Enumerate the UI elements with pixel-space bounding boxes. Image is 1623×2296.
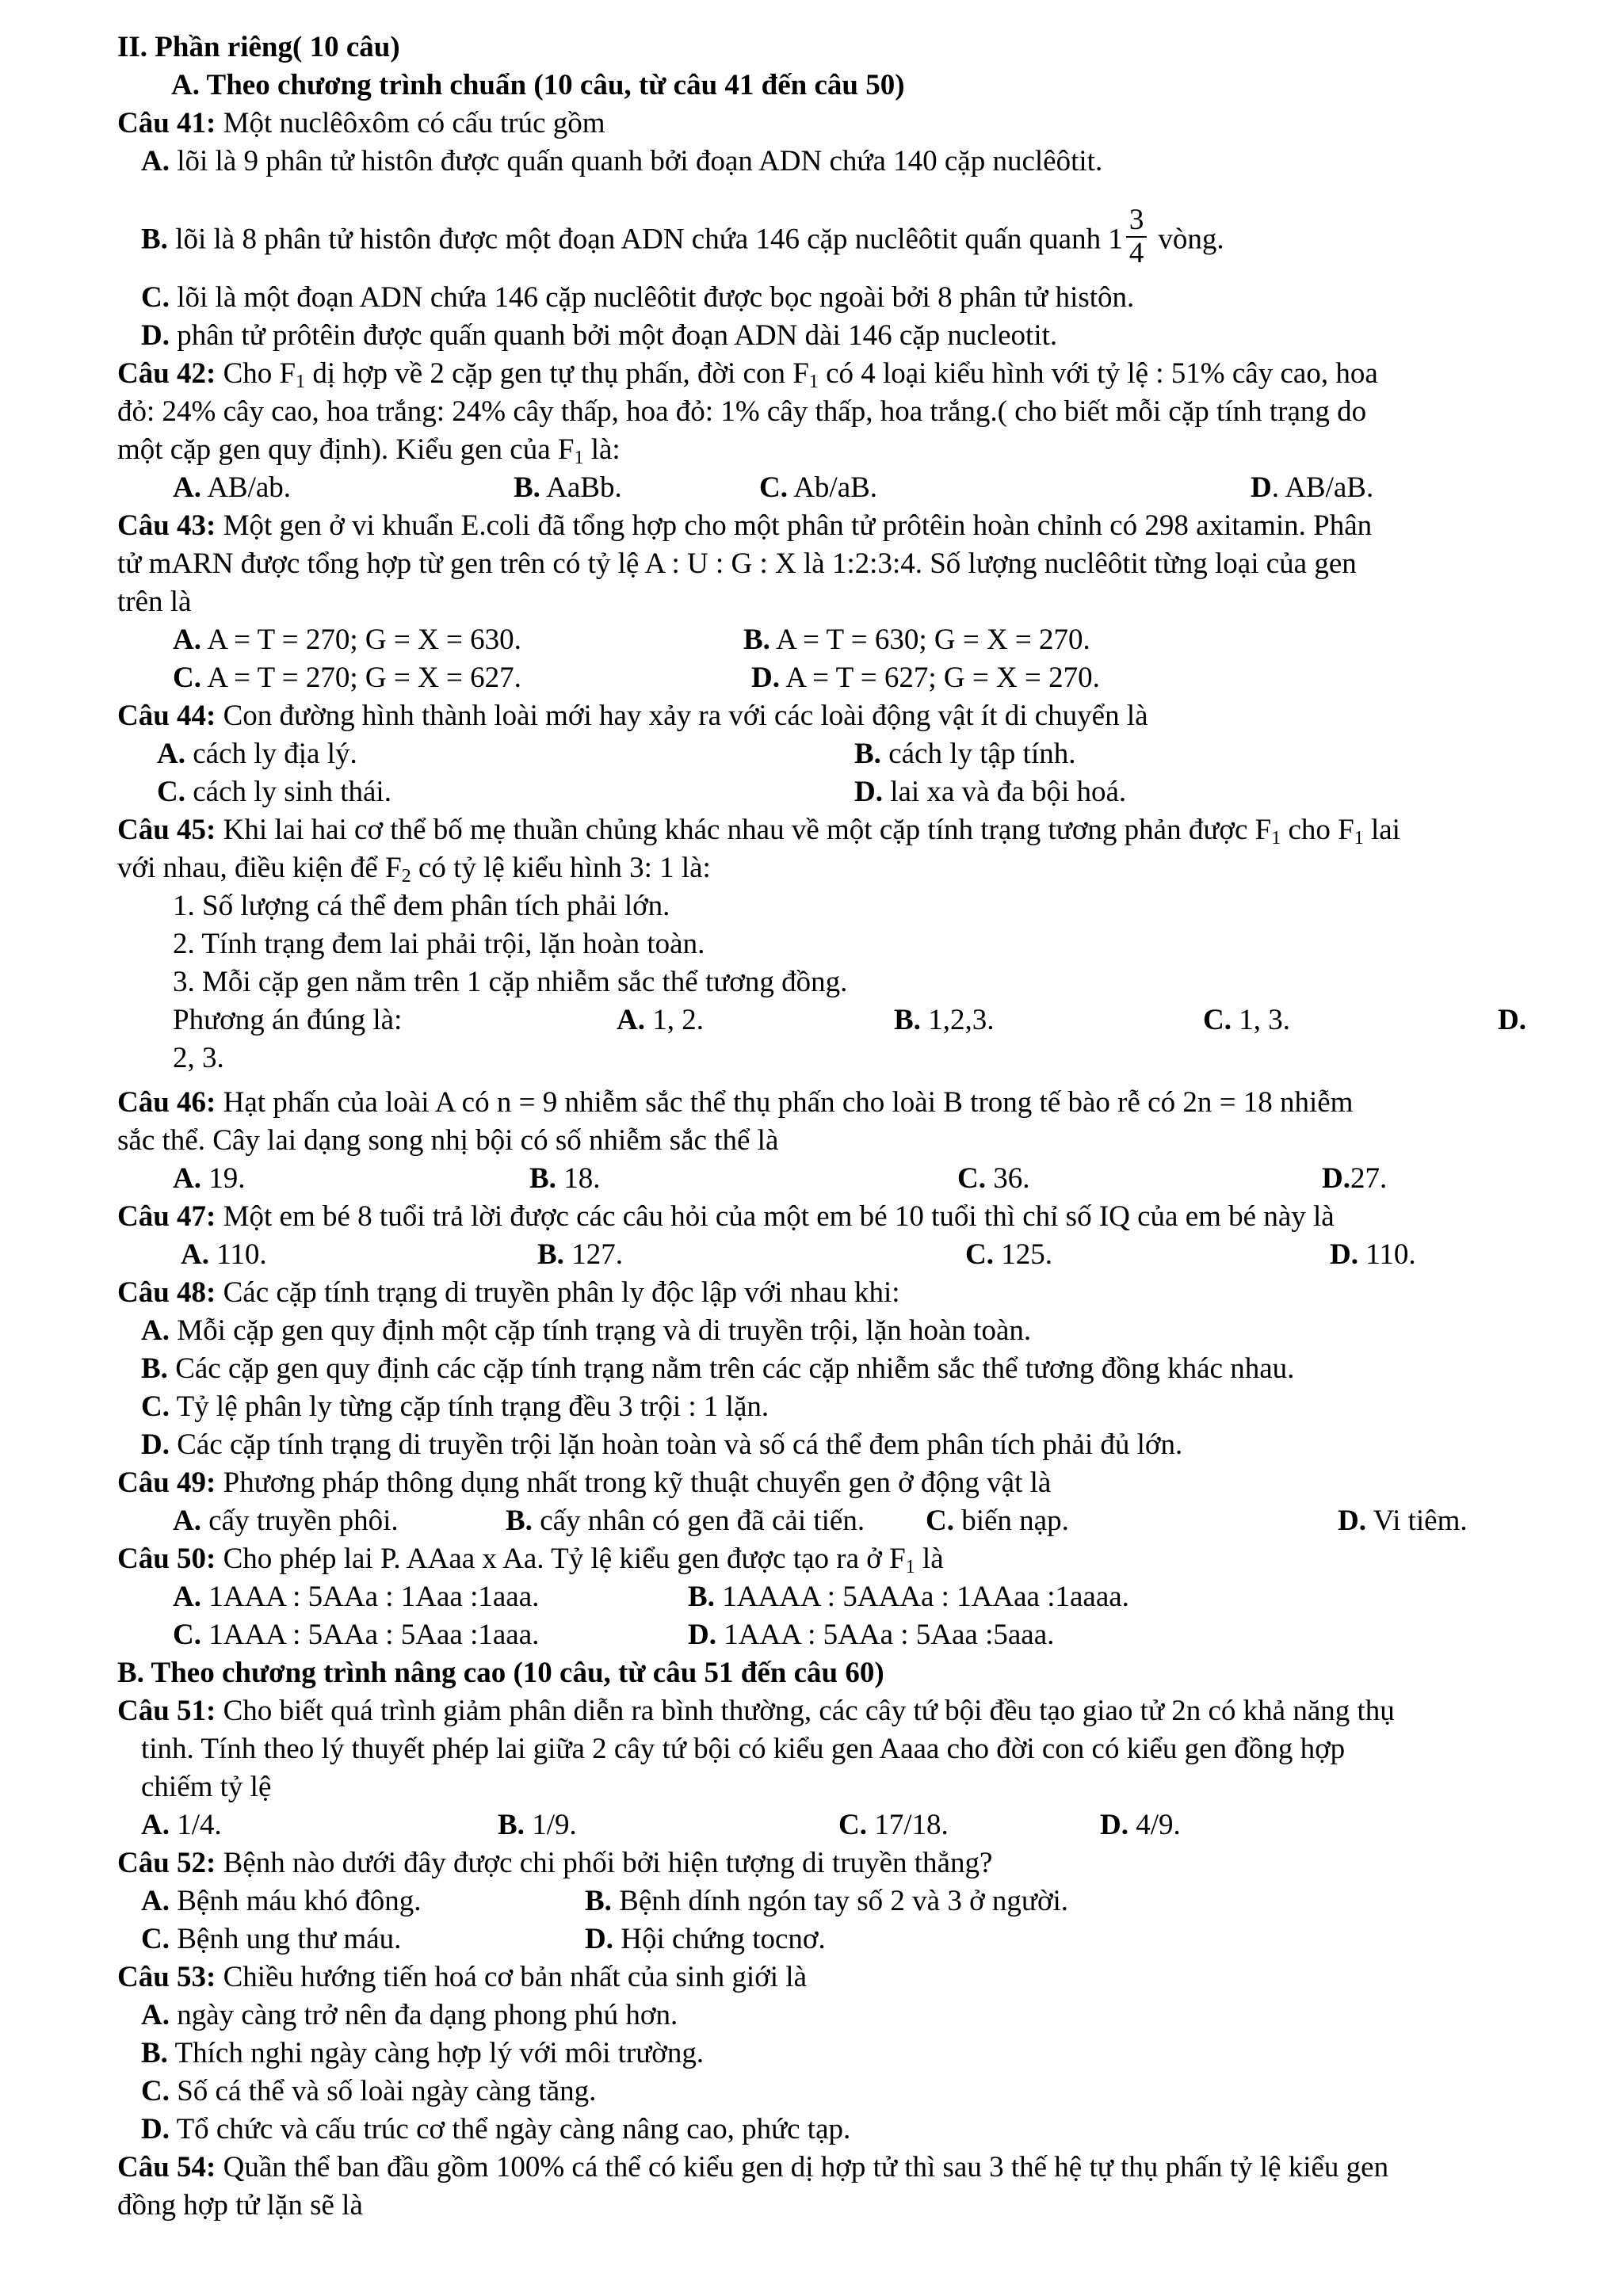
question-46-line2: sắc thể. Cây lai dạng song nhị bội có số nhiễm sắc thể là [117,1124,779,1157]
q51-option-d: D. 4/9. [1100,1809,1181,1841]
question-49: Câu 49: Phương pháp thông dụng nhất trong kỹ thuật chuyển gen ở động vật là [117,1466,1052,1499]
q47-option-c: C. 125. [965,1238,1052,1271]
q52-option-b: B. Bệnh dính ngón tay số 2 và 3 ở người. [585,1885,1069,1917]
q41-option-b: B. lõi là 8 phân tử histôn được một đoạn ADN chứa 146 cặp nuclêôtit quấn quanh 1 $\frac{3}{4}$ vòng. [141,204,1224,269]
q43-option-b: B. A = T = 630; G = X = 270. [743,624,1090,656]
q48-option-b: B. Các cặp gen quy định các cặp tính trạng nằm trên các cặp nhiễm sắc thể tương đồng khác nhau. [141,1352,1295,1385]
question-47: Câu 47: Một em bé 8 tuổi trả lời được các câu hỏi của một em bé 10 tuổi thì chỉ số IQ của em bé này là [117,1200,1335,1233]
q47-option-b: B. 127. [537,1238,623,1271]
q50-option-d: D. 1AAA : 5AAa : 5Aaa :5aaa. [688,1619,1055,1651]
fraction: $\frac{3}{4}$ [1126,204,1148,269]
q45-option-d-text: 2, 3. [173,1042,224,1074]
q44-option-b: B. cách ly tập tính. [854,738,1076,770]
question-52: Câu 52: Bệnh nào dưới đây được chi phối bởi hiện tượng di truyền thẳng? [117,1847,993,1879]
q53-option-a: A. ngày càng trở nên đa dạng phong phú hơn. [141,1999,678,2031]
q41-option-c: C. lõi là một đoạn ADN chứa 146 cặp nuclêôtit được bọc ngoài bởi 8 phân tử histôn. [141,281,1135,314]
question-46: Câu 46: Hạt phấn của loài A có n = 9 nhiễm sắc thể thụ phấn cho loài B trong tế bào rễ có 2n = 18 nhiễm [117,1086,1354,1119]
q50-option-c: C. 1AAA : 5AAa : 5Aaa :1aaa. [173,1619,540,1651]
q49-option-a: A. cấy truyền phôi. [173,1505,399,1537]
q42-option-a: A. AB/ab. [173,471,292,504]
section-heading: II. Phần riêng( 10 câu) [117,31,400,63]
q44-option-d: D. lai xa và đa bội hoá. [854,776,1127,808]
q44-option-a: A. cách ly địa lý. [157,738,357,770]
q52-option-d: D. Hội chứng tocnơ. [585,1923,826,1955]
question-50: Câu 50: Cho phép lai P. AAaa x Aa. Tỷ lệ kiểu gen được tạo ra ở $F_1$ là [117,1543,944,1577]
q46-option-b: B. 18. [529,1162,601,1195]
question-42: Câu 42: Cho $F_1$ dị hợp về 2 cặp gen tự thụ phấn, đời con $F_1$ có 4 loại kiểu hình với tỷ lệ : 51% cây cao, hoa [117,357,1378,392]
q46-option-c: C. 36. [957,1162,1030,1195]
question-48: Câu 48: Các cặp tính trạng di truyền phân ly độc lập với nhau khi: [117,1276,900,1309]
program-a-heading: A. Theo chương trình chuẩn (10 câu, từ câu 41 đến câu 50) [171,69,905,101]
q46-option-a: A. 19. [173,1162,246,1195]
q51-option-b: B. 1/9. [498,1809,577,1841]
question-43-line3: trên là [117,585,192,618]
q43-option-c: C. A = T = 270; G = X = 627. [173,662,521,694]
q42-option-b: B. AaBb. [514,471,622,504]
q45-item-1: 1. Số lượng cá thể đem phân tích phải lớn. [173,890,670,922]
question-51-line2: tinh. Tính theo lý thuyết phép lai giữa 2 cây tứ bội có kiểu gen Aaaa cho đời con có kiểu gen đồng hợp [141,1733,1346,1765]
q51-option-c: C. 17/18. [838,1809,949,1841]
q43-option-d: D. A = T = 627; G = X = 270. [751,662,1100,694]
question-42-line2: đỏ: 24% cây cao, hoa trắng: 24% cây thấp, hoa đỏ: 1% cây thấp, hoa trắng.( cho biết mỗi cặp tính trạng do [117,395,1367,428]
question-45: Câu 45: Khi lai hai cơ thể bố mẹ thuần chủng khác nhau về một cặp tính trạng tương phản được $F_1$ cho $F_1$ lai [117,814,1400,849]
question-43: Câu 43: Một gen ở vi khuẩn E.coli đã tổng hợp cho một phân tử prôtêin hoàn chỉnh có 298 axitamin. Phân [117,509,1373,542]
question-43-line2: tử mARN được tổng hợp từ gen trên có tỷ lệ A : U : G : X là 1:2:3:4. Số lượng nuclêôtit từng loại của gen [117,547,1357,580]
q52-option-c: C. Bệnh ung thư máu. [141,1923,402,1955]
q49-option-d: D. Vi tiêm. [1338,1505,1468,1537]
q45-prompt: Phương án đúng là: [173,1004,403,1036]
q51-option-a: A. 1/4. [141,1809,222,1841]
q50-option-b: B. 1AAAA : 5AAAa : 1AAaa :1aaaa. [688,1581,1129,1613]
program-b-heading: B. Theo chương trình nâng cao (10 câu, từ câu 51 đến câu 60) [117,1657,884,1689]
q46-option-d: D.27. [1322,1162,1388,1195]
question-41: Câu 41: Một nuclêôxôm có cấu trúc gồm [117,107,605,139]
q41-option-a: A. lõi là 9 phân tử histôn được quấn quanh bởi đoạn ADN chứa 140 cặp nuclêôtit. [141,145,1103,177]
q43-option-a: A. A = T = 270; G = X = 630. [173,624,521,656]
question-54-line2: đồng hợp tử lặn sẽ là [117,2189,363,2222]
q48-option-a: A. Mỗi cặp gen quy định một cặp tính trạng và di truyền trội, lặn hoàn toàn. [141,1314,1032,1347]
q45-option-a: A. 1, 2. [617,1004,704,1036]
question-42-line3: một cặp gen quy định). Kiểu gen của $F_1$ là: [117,433,621,468]
q44-option-c: C. cách ly sinh thái. [157,776,391,808]
q45-option-d-label: D. [1498,1004,1526,1036]
q49-option-c: C. biến nạp. [926,1505,1069,1537]
q45-item-2: 2. Tính trạng đem lai phải trội, lặn hoàn toàn. [173,928,705,960]
question-45-line2: với nhau, điều kiện để $F_2$ có tỷ lệ kiểu hình 3: 1 là: [117,852,711,887]
q53-option-d: D. Tổ chức và cấu trúc cơ thể ngày càng nâng cao, phức tạp. [141,2113,851,2145]
q48-option-d: D. Các cặp tính trạng di truyền trội lặn hoàn toàn và số cá thể đem phân tích phải đủ lớn. [141,1428,1183,1461]
question-51: Câu 51: Cho biết quá trình giảm phân diễn ra bình thường, các cây tứ bội đều tạo giao tử 2n có khả năng thụ [117,1695,1395,1727]
q48-option-c: C. Tỷ lệ phân ly từng cặp tính trạng đều 3 trội : 1 lặn. [141,1390,769,1423]
q41-option-d: D. phân tử prôtêin được quấn quanh bởi một đoạn ADN dài 146 cặp nucleotit. [141,319,1058,352]
q42-option-c: C. Ab/aB. [759,471,878,504]
q42-option-d: D. AB/aB. [1251,471,1374,504]
question-54: Câu 54: Quần thể ban đầu gồm 100% cá thể có kiểu gen dị hợp tử thì sau 3 thế hệ tự thụ phấn tỷ lệ kiểu gen [117,2151,1389,2183]
q53-option-b: B. Thích nghi ngày càng hợp lý với môi trường. [141,2037,705,2069]
q53-option-c: C. Số cá thể và số loài ngày càng tăng. [141,2075,597,2107]
q49-option-b: B. cấy nhân có gen đã cải tiến. [506,1505,865,1537]
q47-option-a: A. 110. [181,1238,267,1271]
q47-option-d: D. 110. [1330,1238,1416,1271]
q45-item-3: 3. Mỗi cặp gen nằm trên 1 cặp nhiễm sắc thể tương đồng. [173,966,848,998]
question-44: Câu 44: Con đường hình thành loài mới hay xảy ra với các loài động vật ít di chuyển là [117,700,1148,732]
q52-option-a: A. Bệnh máu khó đông. [141,1885,422,1917]
q45-option-c: C. 1, 3. [1203,1004,1290,1036]
question-51-line3: chiếm tỷ lệ [141,1771,272,1803]
question-53: Câu 53: Chiều hướng tiến hoá cơ bản nhất của sinh giới là [117,1961,807,1993]
q50-option-a: A. 1AAA : 5AAa : 1Aaa :1aaa. [173,1581,540,1613]
q45-option-b: B. 1,2,3. [894,1004,995,1036]
